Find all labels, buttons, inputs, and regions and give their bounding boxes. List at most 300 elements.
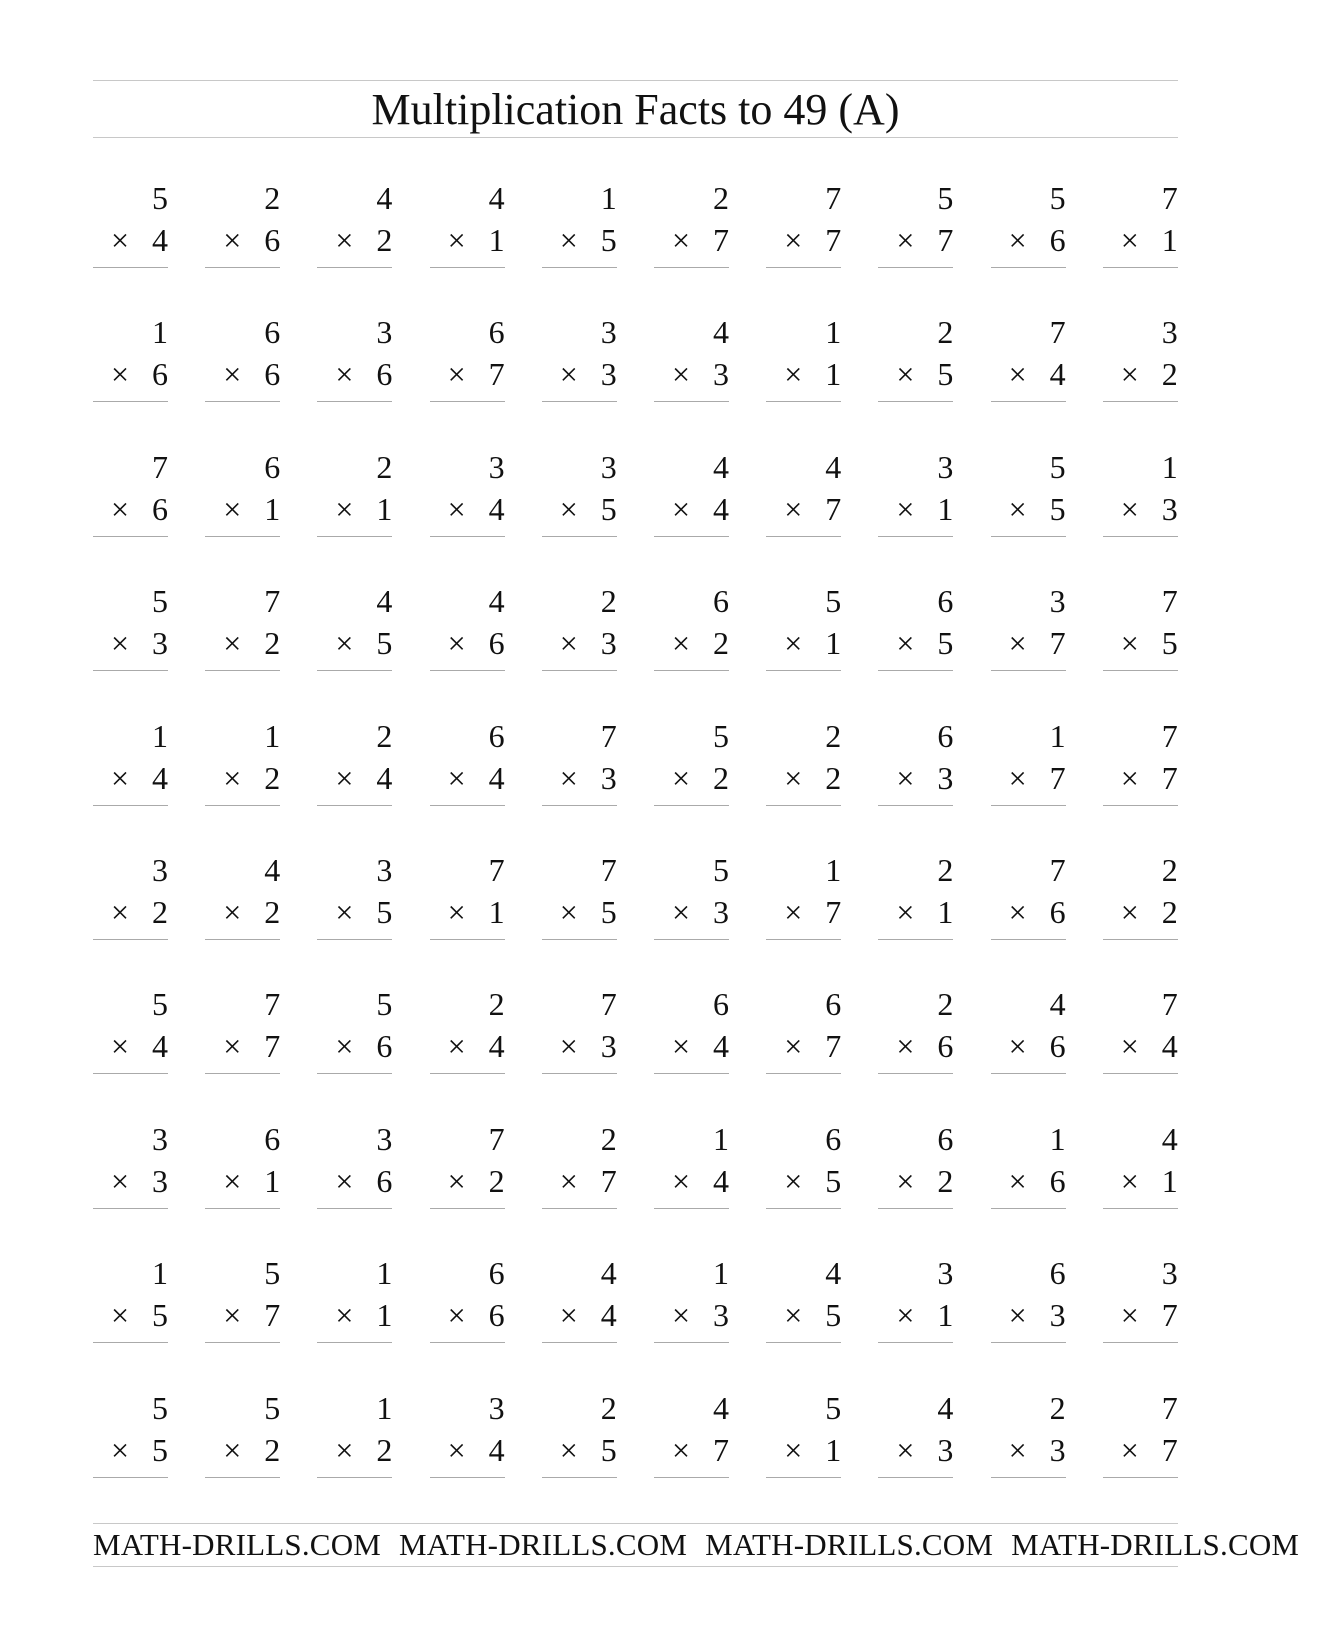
multiplicand: 3 <box>488 448 505 485</box>
times-sign: × <box>223 490 242 527</box>
problem-9-4 <box>430 1253 505 1353</box>
multiplicand: 6 <box>264 314 281 351</box>
multiplicand: 5 <box>264 1255 281 1292</box>
problem-grid <box>93 178 1178 1478</box>
multiplier: 7 <box>825 222 842 258</box>
multiplicand: 7 <box>1161 1389 1178 1426</box>
problem-3-1 <box>93 447 168 547</box>
answer-line <box>1103 939 1178 940</box>
multiplier: 7 <box>1049 759 1066 796</box>
multiplier: 4 <box>713 1028 729 1065</box>
problem-4-1 <box>93 581 168 681</box>
answer-line <box>93 1073 168 1074</box>
multiplier: 6 <box>488 625 505 662</box>
problem-6-8 <box>878 850 953 950</box>
multiplicand: 6 <box>264 448 281 485</box>
answer-line <box>205 1208 280 1209</box>
times-sign: × <box>784 625 803 662</box>
multiplier: 6 <box>1049 222 1066 258</box>
answer-line <box>654 939 729 940</box>
times-sign: × <box>559 1297 578 1334</box>
answer-line <box>1103 401 1178 402</box>
multiplier: 5 <box>376 625 393 662</box>
answer-line <box>205 805 280 806</box>
times-sign: × <box>223 222 242 258</box>
multiplier: 2 <box>937 1162 954 1199</box>
times-sign: × <box>672 1162 691 1199</box>
answer-line <box>205 670 280 671</box>
times-sign: × <box>335 894 354 930</box>
multiplier: 2 <box>713 625 729 662</box>
problem-4-9 <box>991 581 1066 681</box>
answer-line <box>1103 267 1178 268</box>
multiplicand: 6 <box>713 986 729 1023</box>
answer-line <box>878 401 953 402</box>
answer-line <box>654 1208 729 1209</box>
times-sign: × <box>896 356 915 393</box>
times-sign: × <box>447 1028 466 1065</box>
multiplicand: 6 <box>488 717 505 754</box>
answer-line <box>430 536 505 537</box>
problem-10-5 <box>542 1388 617 1488</box>
answer-line <box>991 670 1066 671</box>
multiplier: 6 <box>376 1028 393 1065</box>
multiplier: 3 <box>152 625 168 662</box>
problem-8-1 <box>93 1119 168 1219</box>
answer-line <box>317 267 392 268</box>
problem-2-10 <box>1103 312 1178 412</box>
multiplier: 7 <box>713 1431 729 1468</box>
multiplier: 2 <box>264 894 281 930</box>
multiplier: 7 <box>825 894 842 930</box>
multiplicand: 2 <box>937 852 954 888</box>
multiplicand: 1 <box>152 717 168 754</box>
multiplier: 6 <box>152 356 168 393</box>
multiplier: 4 <box>713 1162 729 1199</box>
multiplicand: 2 <box>713 180 729 216</box>
multiplier: 2 <box>825 759 842 796</box>
times-sign: × <box>111 759 130 796</box>
multiplier: 2 <box>376 222 393 258</box>
multiplicand: 6 <box>937 583 954 620</box>
times-sign: × <box>672 759 691 796</box>
problem-2-5 <box>542 312 617 412</box>
times-sign: × <box>111 625 130 662</box>
answer-line <box>542 536 617 537</box>
multiplier: 4 <box>488 759 505 796</box>
problem-5-3 <box>317 716 392 816</box>
problem-6-5 <box>542 850 617 950</box>
answer-line <box>766 1477 841 1478</box>
times-sign: × <box>784 1162 803 1199</box>
answer-line <box>991 1477 1066 1478</box>
times-sign: × <box>559 490 578 527</box>
multiplicand: 7 <box>600 986 617 1023</box>
multiplicand: 3 <box>1049 583 1066 620</box>
multiplicand: 2 <box>1049 1389 1066 1426</box>
answer-line <box>878 1073 953 1074</box>
multiplier: 4 <box>1049 356 1066 393</box>
multiplier: 5 <box>152 1431 168 1468</box>
multiplier: 3 <box>713 894 729 930</box>
problem-4-4 <box>430 581 505 681</box>
times-sign: × <box>896 1297 915 1334</box>
answer-line <box>878 536 953 537</box>
answer-line <box>205 401 280 402</box>
answer-line <box>878 939 953 940</box>
problem-1-3 <box>317 178 392 278</box>
answer-line <box>1103 1342 1178 1343</box>
times-sign: × <box>1008 1297 1027 1334</box>
answer-line <box>93 1208 168 1209</box>
times-sign: × <box>1120 1162 1139 1199</box>
multiplicand: 3 <box>376 314 393 351</box>
answer-line <box>991 401 1066 402</box>
times-sign: × <box>223 1431 242 1468</box>
footer-watermark <box>93 1525 1300 1565</box>
answer-line <box>93 939 168 940</box>
answer-line <box>93 670 168 671</box>
multiplier: 7 <box>937 222 954 258</box>
times-sign: × <box>672 356 691 393</box>
times-sign: × <box>223 759 242 796</box>
multiplicand: 4 <box>713 1389 729 1426</box>
answer-line <box>766 670 841 671</box>
times-sign: × <box>111 1162 130 1199</box>
times-sign: × <box>111 1431 130 1468</box>
multiplier: 7 <box>488 356 505 393</box>
problem-5-1 <box>93 716 168 816</box>
times-sign: × <box>1008 1162 1027 1199</box>
answer-line <box>991 1073 1066 1074</box>
answer-line <box>1103 670 1178 671</box>
answer-line <box>542 1208 617 1209</box>
problem-6-6 <box>654 850 729 950</box>
multiplicand: 7 <box>1161 583 1178 620</box>
multiplier: 3 <box>600 1028 617 1065</box>
answer-line <box>205 1073 280 1074</box>
multiplicand: 1 <box>1049 717 1066 754</box>
problem-8-9 <box>991 1119 1066 1219</box>
multiplicand: 2 <box>376 448 393 485</box>
answer-line <box>430 401 505 402</box>
multiplier: 3 <box>937 759 954 796</box>
times-sign: × <box>335 1162 354 1199</box>
multiplier: 6 <box>937 1028 954 1065</box>
times-sign: × <box>223 356 242 393</box>
times-sign: × <box>784 894 803 930</box>
multiplier: 7 <box>713 222 729 258</box>
answer-line <box>1103 1073 1178 1074</box>
problem-4-6 <box>654 581 729 681</box>
multiplier: 2 <box>264 1431 281 1468</box>
multiplier: 6 <box>376 356 393 393</box>
problem-7-1 <box>93 984 168 1084</box>
multiplier: 5 <box>1049 490 1066 527</box>
problem-5-4 <box>430 716 505 816</box>
multiplicand: 4 <box>825 448 842 485</box>
answer-line <box>1103 805 1178 806</box>
answer-line <box>991 939 1066 940</box>
multiplicand: 7 <box>1161 180 1178 216</box>
multiplier: 1 <box>825 356 842 393</box>
multiplicand: 2 <box>937 314 954 351</box>
multiplier: 5 <box>937 356 954 393</box>
times-sign: × <box>559 625 578 662</box>
problem-3-9 <box>991 447 1066 547</box>
answer-line <box>93 536 168 537</box>
problem-7-2 <box>205 984 280 1084</box>
problem-1-10 <box>1103 178 1178 278</box>
multiplier: 4 <box>488 1431 505 1468</box>
multiplier: 3 <box>152 1162 168 1199</box>
multiplicand: 5 <box>825 1389 842 1426</box>
times-sign: × <box>672 894 691 930</box>
times-sign: × <box>784 356 803 393</box>
problem-5-10 <box>1103 716 1178 816</box>
problem-9-5 <box>542 1253 617 1353</box>
multiplicand: 5 <box>937 180 954 216</box>
multiplier: 3 <box>600 625 617 662</box>
multiplier: 7 <box>264 1028 281 1065</box>
answer-line <box>654 1073 729 1074</box>
answer-line <box>654 401 729 402</box>
multiplier: 2 <box>1161 894 1178 930</box>
problem-10-4 <box>430 1388 505 1488</box>
answer-line <box>205 939 280 940</box>
multiplicand: 2 <box>376 717 393 754</box>
multiplier: 4 <box>713 490 729 527</box>
multiplicand: 1 <box>825 852 842 888</box>
multiplier: 5 <box>600 894 617 930</box>
times-sign: × <box>111 894 130 930</box>
times-sign: × <box>672 1431 691 1468</box>
multiplier: 1 <box>937 490 954 527</box>
answer-line <box>654 670 729 671</box>
times-sign: × <box>447 222 466 258</box>
multiplier: 7 <box>600 1162 617 1199</box>
problem-6-3 <box>317 850 392 950</box>
multiplier: 3 <box>600 759 617 796</box>
times-sign: × <box>111 222 130 258</box>
answer-line <box>766 805 841 806</box>
multiplicand: 2 <box>1161 852 1178 888</box>
multiplier: 7 <box>1161 1431 1178 1468</box>
times-sign: × <box>223 625 242 662</box>
answer-line <box>317 1342 392 1343</box>
answer-line <box>542 1342 617 1343</box>
problem-1-6 <box>654 178 729 278</box>
multiplicand: 5 <box>264 1389 281 1426</box>
times-sign: × <box>559 1162 578 1199</box>
multiplicand: 4 <box>376 180 393 216</box>
multiplier: 6 <box>1049 1162 1066 1199</box>
multiplicand: 4 <box>937 1389 954 1426</box>
multiplier: 2 <box>713 759 729 796</box>
problem-10-10 <box>1103 1388 1178 1488</box>
multiplier: 6 <box>264 356 281 393</box>
problem-3-6 <box>654 447 729 547</box>
problem-3-4 <box>430 447 505 547</box>
footer-text: MATH-DRILLS.COM <box>1011 1527 1300 1562</box>
multiplier: 3 <box>713 356 729 393</box>
multiplier: 1 <box>825 1431 842 1468</box>
multiplier: 5 <box>825 1162 842 1199</box>
footer-text: MATH-DRILLS.COM <box>705 1527 994 1562</box>
answer-line <box>878 1208 953 1209</box>
multiplier: 6 <box>1049 1028 1066 1065</box>
multiplicand: 6 <box>825 986 842 1023</box>
times-sign: × <box>335 1028 354 1065</box>
answer-line <box>654 1477 729 1478</box>
problem-1-9 <box>991 178 1066 278</box>
answer-line <box>430 1342 505 1343</box>
footer-text: MATH-DRILLS.COM <box>93 1527 382 1562</box>
multiplier: 4 <box>152 1028 168 1065</box>
times-sign: × <box>111 1028 130 1065</box>
answer-line <box>766 401 841 402</box>
times-sign: × <box>223 1297 242 1334</box>
problem-6-7 <box>766 850 841 950</box>
times-sign: × <box>896 1431 915 1468</box>
multiplier: 1 <box>376 1297 393 1334</box>
times-sign: × <box>111 356 130 393</box>
multiplicand: 1 <box>1049 1120 1066 1157</box>
problem-10-1 <box>93 1388 168 1488</box>
answer-line <box>542 267 617 268</box>
times-sign: × <box>111 490 130 527</box>
answer-line <box>991 536 1066 537</box>
problem-2-4 <box>430 312 505 412</box>
answer-line <box>317 1477 392 1478</box>
multiplicand: 2 <box>600 583 617 620</box>
multiplier: 6 <box>1049 894 1066 930</box>
times-sign: × <box>1120 356 1139 393</box>
problem-9-7 <box>766 1253 841 1353</box>
problem-1-1 <box>93 178 168 278</box>
times-sign: × <box>896 222 915 258</box>
times-sign: × <box>111 1297 130 1334</box>
times-sign: × <box>223 1028 242 1065</box>
answer-line <box>766 536 841 537</box>
problem-8-5 <box>542 1119 617 1219</box>
multiplier: 1 <box>376 490 393 527</box>
times-sign: × <box>784 1297 803 1334</box>
multiplicand: 3 <box>600 314 617 351</box>
multiplier: 3 <box>1161 490 1178 527</box>
multiplier: 6 <box>488 1297 505 1334</box>
multiplier: 4 <box>488 1028 505 1065</box>
answer-line <box>991 1342 1066 1343</box>
problem-9-1 <box>93 1253 168 1353</box>
times-sign: × <box>559 222 578 258</box>
title-bottom-rule <box>93 137 1178 138</box>
problem-1-4 <box>430 178 505 278</box>
problem-7-8 <box>878 984 953 1084</box>
multiplicand: 1 <box>376 1389 393 1426</box>
multiplier: 6 <box>376 1162 393 1199</box>
problem-10-9 <box>991 1388 1066 1488</box>
multiplicand: 1 <box>825 314 842 351</box>
answer-line <box>542 805 617 806</box>
problem-7-6 <box>654 984 729 1084</box>
multiplicand: 1 <box>600 180 617 216</box>
multiplicand: 3 <box>600 448 617 485</box>
multiplicand: 4 <box>1049 986 1066 1023</box>
answer-line <box>878 805 953 806</box>
multiplicand: 2 <box>264 180 281 216</box>
problem-7-4 <box>430 984 505 1084</box>
times-sign: × <box>559 1431 578 1468</box>
multiplicand: 2 <box>600 1389 617 1426</box>
multiplier: 4 <box>488 490 505 527</box>
problem-3-7 <box>766 447 841 547</box>
multiplicand: 7 <box>488 1120 505 1157</box>
answer-line <box>430 805 505 806</box>
answer-line <box>93 805 168 806</box>
answer-line <box>317 1073 392 1074</box>
problem-10-3 <box>317 1388 392 1488</box>
answer-line <box>766 1073 841 1074</box>
multiplier: 7 <box>1161 759 1178 796</box>
answer-line <box>542 939 617 940</box>
multiplicand: 6 <box>937 1120 954 1157</box>
answer-line <box>654 805 729 806</box>
multiplicand: 7 <box>264 986 281 1023</box>
multiplicand: 7 <box>1161 717 1178 754</box>
multiplicand: 6 <box>937 717 954 754</box>
problem-2-8 <box>878 312 953 412</box>
times-sign: × <box>447 894 466 930</box>
times-sign: × <box>335 1431 354 1468</box>
multiplicand: 5 <box>152 986 168 1023</box>
problem-9-8 <box>878 1253 953 1353</box>
answer-line <box>878 670 953 671</box>
answer-line <box>430 1208 505 1209</box>
multiplier: 3 <box>713 1297 729 1334</box>
problem-10-8 <box>878 1388 953 1488</box>
multiplier: 2 <box>264 625 281 662</box>
multiplicand: 2 <box>937 986 954 1023</box>
multiplicand: 7 <box>1049 314 1066 351</box>
multiplier: 5 <box>152 1297 168 1334</box>
answer-line <box>878 267 953 268</box>
times-sign: × <box>784 1431 803 1468</box>
multiplier: 5 <box>1161 625 1178 662</box>
multiplier: 2 <box>488 1162 505 1199</box>
answer-line <box>317 805 392 806</box>
multiplier: 7 <box>1161 1297 1178 1334</box>
answer-line <box>654 1342 729 1343</box>
problem-6-9 <box>991 850 1066 950</box>
multiplicand: 3 <box>152 1120 168 1157</box>
multiplicand: 5 <box>1049 448 1066 485</box>
multiplier: 5 <box>600 490 617 527</box>
answer-line <box>205 1477 280 1478</box>
times-sign: × <box>672 625 691 662</box>
answer-line <box>991 805 1066 806</box>
multiplicand: 3 <box>376 852 393 888</box>
multiplicand: 3 <box>937 1255 954 1292</box>
multiplicand: 3 <box>937 448 954 485</box>
multiplicand: 4 <box>488 180 505 216</box>
answer-line <box>1103 536 1178 537</box>
problem-9-2 <box>205 1253 280 1353</box>
problem-4-8 <box>878 581 953 681</box>
multiplier: 2 <box>376 1431 393 1468</box>
problem-5-6 <box>654 716 729 816</box>
multiplier: 7 <box>264 1297 281 1334</box>
